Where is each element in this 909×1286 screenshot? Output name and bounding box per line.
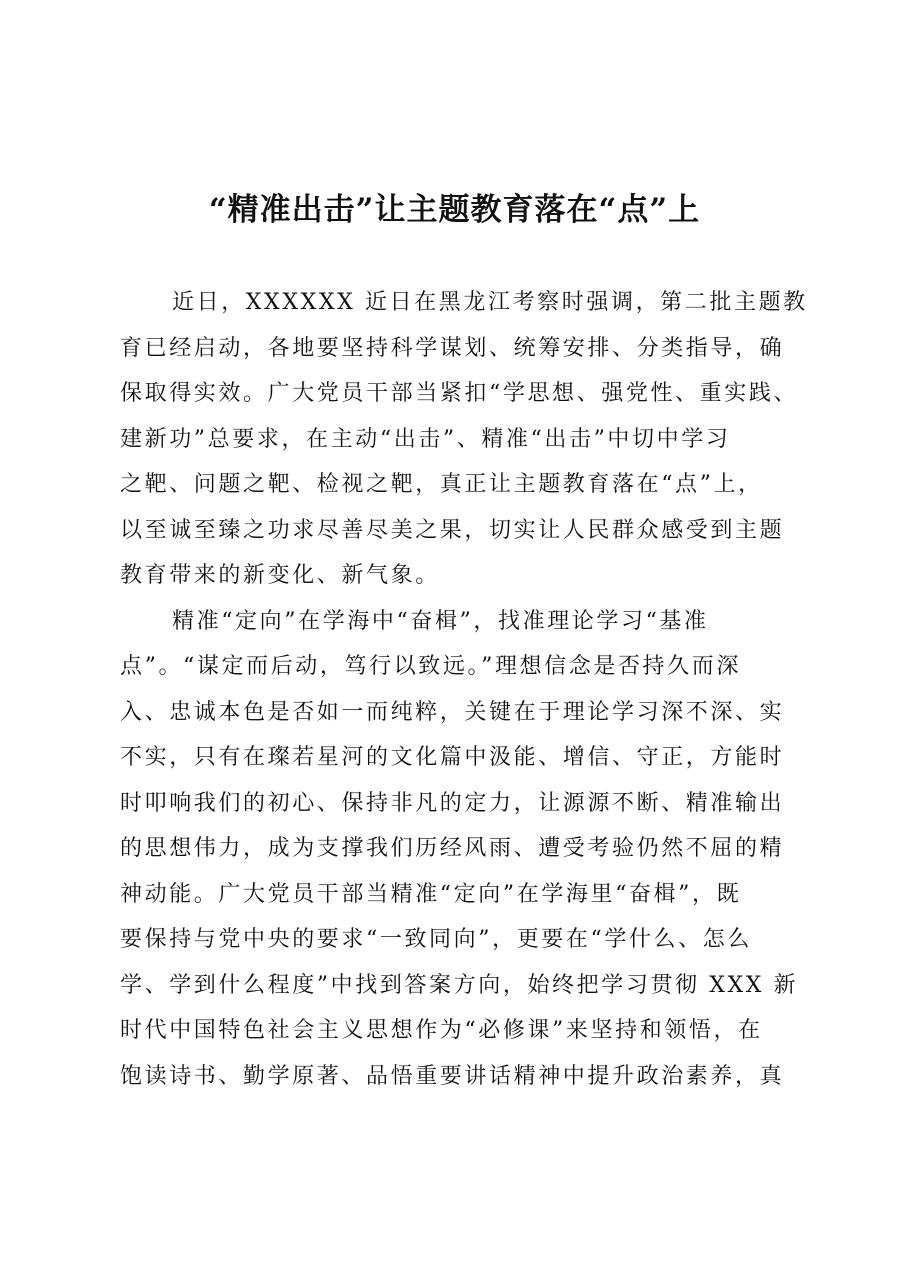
text-line: 的思想伟力，成为支撑我们历经风雨、遭受考验仍然不屈的精	[120, 836, 785, 861]
text-line: 近日，XXXXXX 近日在黑龙江考察时强调，第二批主题教	[172, 290, 808, 315]
document-body	[120, 280, 810, 1099]
paragraph-1	[120, 280, 810, 599]
text-line: 时代中国特色社会主义思想作为“必修课”来坚持和领悟，在	[120, 1018, 763, 1043]
text-line: 时叩响我们的初心、保持非凡的定力，让源源不断、精准输出	[120, 790, 785, 816]
text-line: 不实，只有在璨若星河的文化篇中汲能、增信、守正，方能时	[120, 745, 785, 770]
text-line: 要保持与党中央的要求“一致同向”，更要在“学什么、怎么	[120, 927, 752, 952]
text-line: 入、忠诚本色是否如一而纯粹，关键在于理论学习深不深、实	[120, 699, 785, 725]
text-line: 以至诚至臻之功求尽善尽美之果，切实让人民群众感受到主题	[120, 517, 785, 543]
document-title: “精准出击”让主题教育落在“点”上	[208, 192, 701, 228]
text-line: 点”。“谋定而后动，笃行以致远。”理想信念是否持久而深	[120, 654, 741, 679]
text-line: 育已经启动，各地要坚持科学谋划、统筹安排、分类指导，确	[120, 335, 785, 361]
text-line: 之靶、问题之靶、检视之靶，真正让主题教育落在“点”上，	[120, 472, 763, 497]
text-line: 精准“定向”在学海中“奋楫”，找准理论学习“基准	[172, 608, 709, 634]
text-line: 教育带来的新变化、新气象。	[120, 563, 440, 588]
text-line: 学、学到什么程度”中找到答案方向，始终把学习贯彻 XXX 新	[120, 972, 799, 998]
text-line: 建新功”总要求，在主动“出击”、精准“出击”中切中学习	[120, 426, 731, 452]
text-line: 保取得实效。广大党员干部当紧扣“学思想、强党性、重实践、	[120, 381, 799, 406]
text-line: 神动能。广大党员干部当精准“定向”在学海里“奋楫”，既	[120, 881, 742, 907]
text-line: 饱读诗书、勤学原著、品悟重要讲话精神中提升政治素养，真	[120, 1063, 785, 1089]
paragraph-2	[120, 599, 810, 1100]
